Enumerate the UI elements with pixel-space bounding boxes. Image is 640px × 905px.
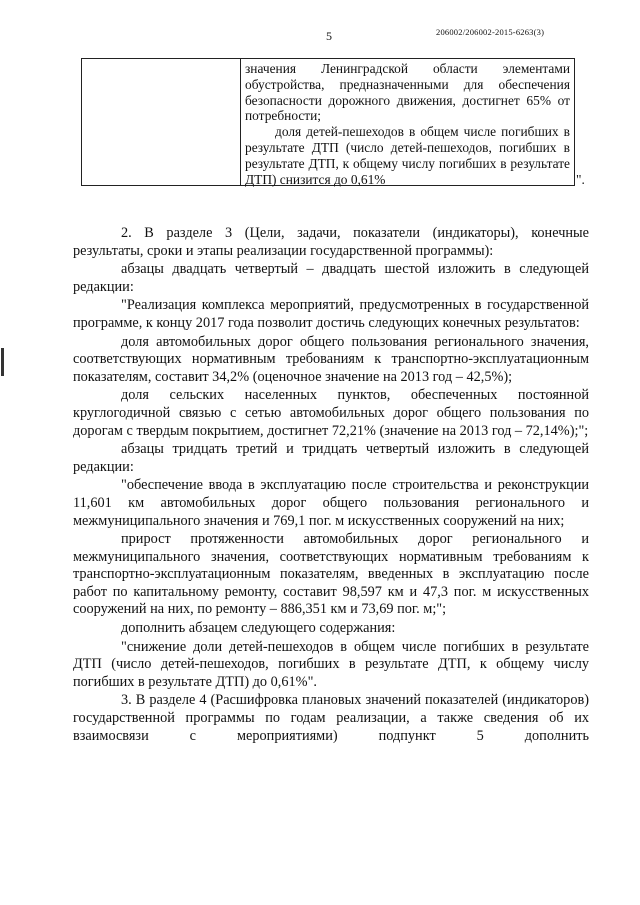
paragraph: прирост протяженности автомобильных дорог регионального и межмуниципального значения, соответствующих нормативным требованиям к транспортно-эксплуатационным показателям, введенных в эксплуатацию после работ по капитальному ремонту, составит 98,597 км и 47,3 пог. м искусственных сооружений на них, по ремонту – 886,351 км и 73,69 пог. м;"; xyxy=(73,531,589,618)
paragraph: "снижение доли детей-пешеходов в общем числе погибших в результате ДТП (число детей-пешеходов, погибших в результате ДТП, к общему числу погибших в результате ДТП) до 0,61%". xyxy=(73,638,589,690)
table-closing-quote: ". xyxy=(576,172,585,187)
paragraph: абзацы тридцать третий и тридцать четвертый изложить в следующей редакции: xyxy=(73,441,589,475)
document-body xyxy=(73,225,589,745)
paragraph: абзацы двадцать четвертый – двадцать шестой изложить в следующей редакции: xyxy=(73,261,589,295)
margin-mark xyxy=(1,348,4,376)
paragraph: "Реализация комплекса мероприятий, предусмотренных в государственной программе, к концу 2017 года позволит достичь следующих конечных результатов: xyxy=(73,297,589,331)
paragraph: "обеспечение ввода в эксплуатацию после строительства и реконструкции 11,601 км автомобильных дорог общего пользования регионального и межмуниципального значения и 769,1 пог. м искусственных сооружений на них; xyxy=(73,477,589,529)
table-right-cell xyxy=(245,61,570,187)
table-cell-text: значения Ленинградской области элементами обустройства, предназначенными для обеспечения безопасности дорожного движения, достигнет 65% от потребности; xyxy=(245,61,570,124)
page-number: 5 xyxy=(326,29,332,43)
document-code: 206002/206002-2015-6263(3) xyxy=(436,27,545,37)
paragraph: доля автомобильных дорог общего пользования регионального значения, соответствующих нормативным требованиям к транспортно-эксплуатационным показателям, составит 34,2% (оценочное значение на 2013 год – 42,5%); xyxy=(73,333,589,385)
paragraph: доля сельских населенных пунктов, обеспеченных постоянной круглогодичной связью с сетью автомобильных дорог общего пользования по дорогам с твердым покрытием, достигнет 72,21% (значение на 2013 год – 72,14%);"; xyxy=(73,387,589,439)
table-left-cell xyxy=(82,59,241,185)
continuation-table xyxy=(81,58,575,186)
paragraph: дополнить абзацем следующего содержания: xyxy=(121,620,396,637)
paragraph: 2. В разделе 3 (Цели, задачи, показатели (индикаторы), конечные результаты, сроки и этапы реализации государственной программы): xyxy=(73,225,589,259)
paragraph: 3. В разделе 4 (Расшифровка плановых значений показателей (индикаторов) государственной программы по годам реализации, а также сведения об их взаимосвязи с мероприятиями) подпункт 5 дополнить xyxy=(73,692,589,744)
table-cell-text: доля детей-пешеходов в общем числе погибших в результате ДТП (число детей-пешеходов, погибших в результате ДТП, к общему числу погибших в результате ДТП) снизится до 0,61% xyxy=(245,124,570,187)
